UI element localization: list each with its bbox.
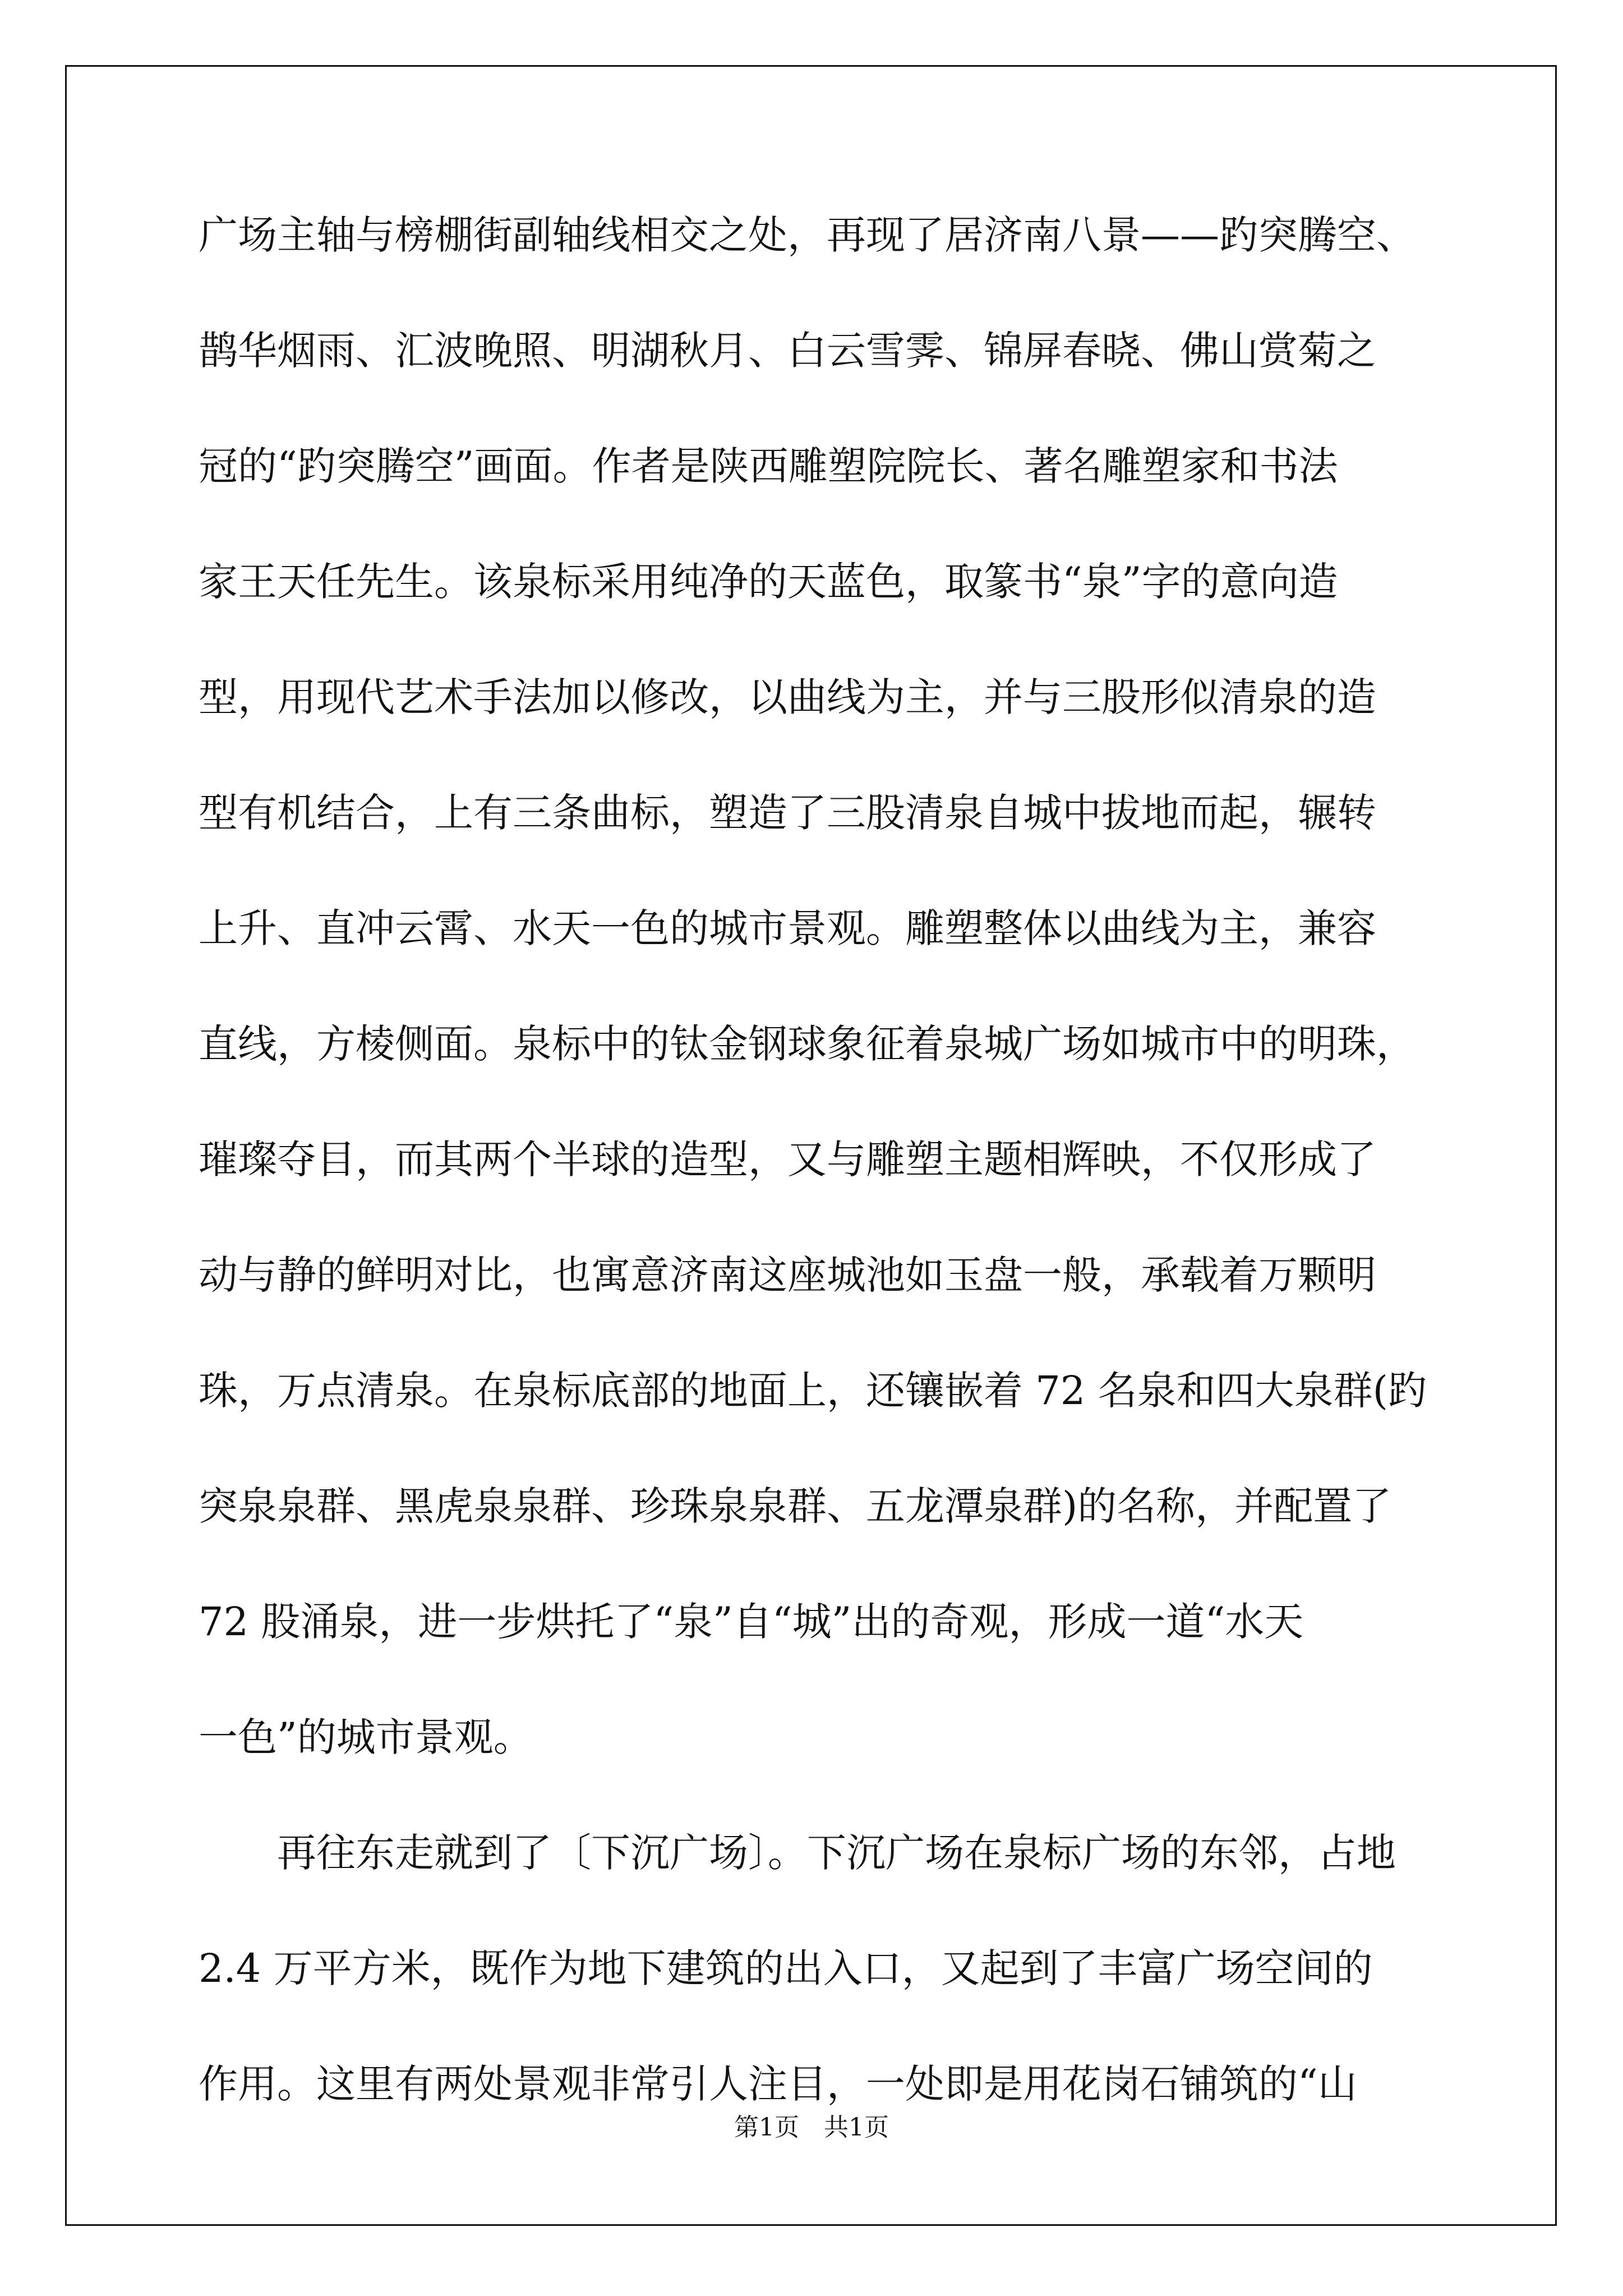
paragraph-line: 动与静的鲜明对比，也寓意济南这座城池如玉盘一般，承载着万颗明 (199, 1252, 1376, 1298)
paragraph-line: 2.4 万平方米，既作为地下建筑的出入口，又起到了丰富广场空间的 (199, 1945, 1373, 1991)
paragraph-line: 72 股涌泉，进一步烘托了“泉”自“城”出的奇观，形成一道“水天 (199, 1599, 1304, 1645)
paragraph-line: 一色”的城市景观。 (199, 1714, 533, 1760)
paragraph-line: 珠，万点清泉。在泉标底部的地面上，还镶嵌着 72 名泉和四大泉群(趵 (199, 1368, 1427, 1414)
paragraph-line: 冠的“趵突腾空”画面。作者是陕西雕塑院院长、著名雕塑家和书法 (199, 443, 1338, 489)
page-number: 第1页 共1页 (734, 2113, 889, 2142)
paragraph-line: 型有机结合，上有三条曲标，塑造了三股清泉自城中拔地而起，辗转 (199, 790, 1376, 836)
paragraph-line: 家王天任先生。该泉标采用纯净的天蓝色，取篆书“泉”字的意向造 (199, 559, 1338, 605)
paragraph-line: 广场主轴与榜棚街副轴线相交之处，再现了居济南八景——趵突腾空、 (199, 212, 1415, 258)
paragraph-line: 上升、直冲云霄、水天一色的城市景观。雕塑整体以曲线为主，兼容 (199, 905, 1376, 951)
paragraph-line: 璀璨夺目，而其两个半球的造型，又与雕塑主题相辉映，不仅形成了 (199, 1137, 1376, 1182)
paragraph-line: 突泉泉群、黑虎泉泉群、珍珠泉泉群、五龙潭泉群)的名称，并配置了 (199, 1483, 1392, 1529)
paragraph-line: 型，用现代艺术手法加以修改，以曲线为主，并与三股形似清泉的造 (199, 674, 1376, 720)
paragraph-line: 再往东走就到了〔下沉广场〕。下沉广场在泉标广场的东邻，占地 (277, 1830, 1396, 1876)
paragraph-line: 作用。这里有两处景观非常引人注目，一处即是用花岗石铺筑的“山 (199, 2061, 1357, 2107)
paragraph-line: 鹊华烟雨、汇波晚照、明湖秋月、白云雪霁、锦屏春晓、佛山赏菊之 (199, 328, 1376, 374)
paragraph-line: 直线，方棱侧面。泉标中的钛金钢球象征着泉城广场如城市中的明珠， (199, 1021, 1415, 1067)
